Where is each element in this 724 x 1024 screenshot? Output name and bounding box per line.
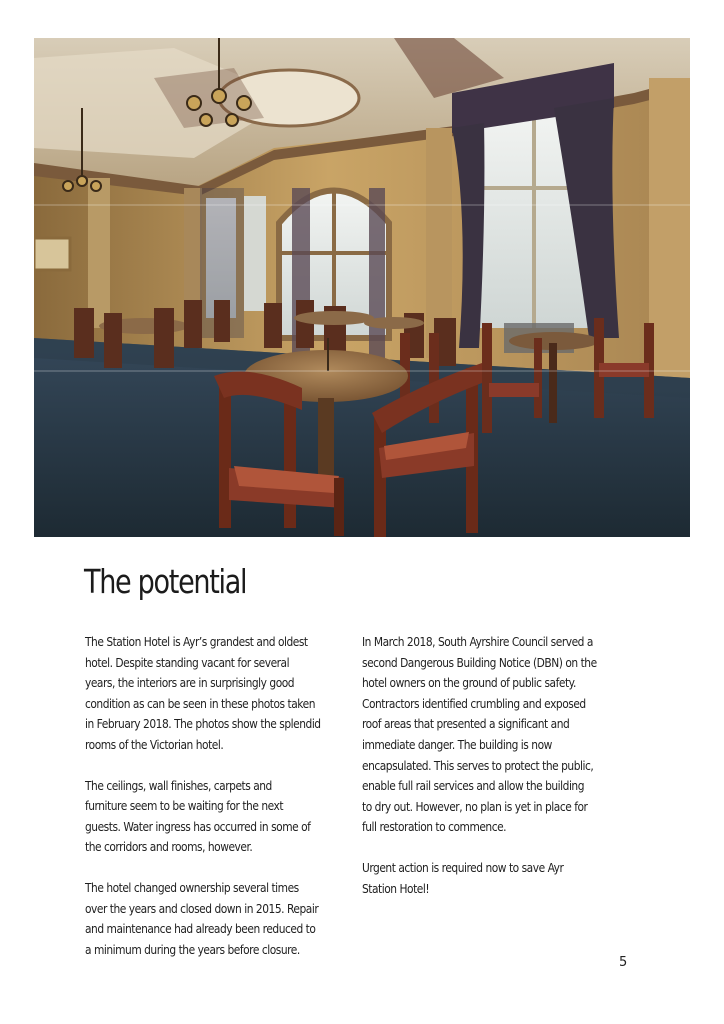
text-line: and maintenance had already been reduced to bbox=[85, 921, 316, 937]
text-line: rooms of the Victorian hotel. bbox=[85, 736, 224, 752]
text-line: encapsulated. This serves to protect the public, bbox=[362, 757, 594, 773]
text-line: Contractors identified crumbling and exposed bbox=[362, 695, 586, 711]
text-line: furniture seem to be waiting for the next bbox=[85, 798, 284, 814]
text-line: in February 2018. The photos show the splendid bbox=[85, 716, 321, 732]
paragraph-2 bbox=[85, 776, 347, 858]
text-line: enable full rail services and allow the building bbox=[362, 778, 585, 794]
text-line: Urgent action is required now to save Ayr bbox=[362, 859, 564, 875]
text-line: The Station Hotel is Ayr’s grandest and oldest bbox=[85, 634, 308, 649]
text-line: a minimum during the years before closure. bbox=[85, 941, 300, 957]
text-line: hotel owners on the ground of public safety. bbox=[362, 675, 576, 691]
right-text-column bbox=[362, 632, 624, 919]
page-title: The potential bbox=[84, 562, 247, 601]
text-line: guests. Water ingress has occurred in some of bbox=[85, 818, 311, 834]
text-line: second Dangerous Building Notice (DBN) on the bbox=[362, 654, 597, 670]
text-line: the corridors and rooms, however. bbox=[85, 839, 253, 855]
paragraph-4 bbox=[362, 632, 624, 838]
text-line: immediate danger. The building is now bbox=[362, 736, 552, 752]
text-line: to dry out. However, no plan is yet in place for bbox=[362, 798, 588, 814]
text-line: hotel. Despite standing vacant for several bbox=[85, 654, 290, 670]
text-line: full restoration to commence. bbox=[362, 819, 507, 835]
text-line: The ceilings, wall finishes, carpets and bbox=[85, 777, 272, 793]
paragraph-5 bbox=[362, 858, 624, 899]
text-line: In March 2018, South Ayrshire Council served a bbox=[362, 634, 593, 649]
hotel-interior-photo bbox=[34, 38, 690, 537]
text-line: roof areas that presented a significant and bbox=[362, 716, 570, 732]
text-line: years, the interiors are in surprisingly good bbox=[85, 675, 295, 691]
left-text-column bbox=[85, 632, 347, 980]
paragraph-1 bbox=[85, 632, 347, 756]
text-line: The hotel changed ownership several times bbox=[85, 879, 299, 895]
hotel-interior-illustration bbox=[34, 38, 690, 537]
text-line: over the years and closed down in 2015. Repair bbox=[85, 900, 319, 916]
text-line: Station Hotel! bbox=[362, 880, 430, 896]
paragraph-3 bbox=[85, 878, 347, 960]
page-number: 5 bbox=[619, 955, 628, 970]
text-line: condition as can be seen in these photos taken bbox=[85, 695, 315, 711]
